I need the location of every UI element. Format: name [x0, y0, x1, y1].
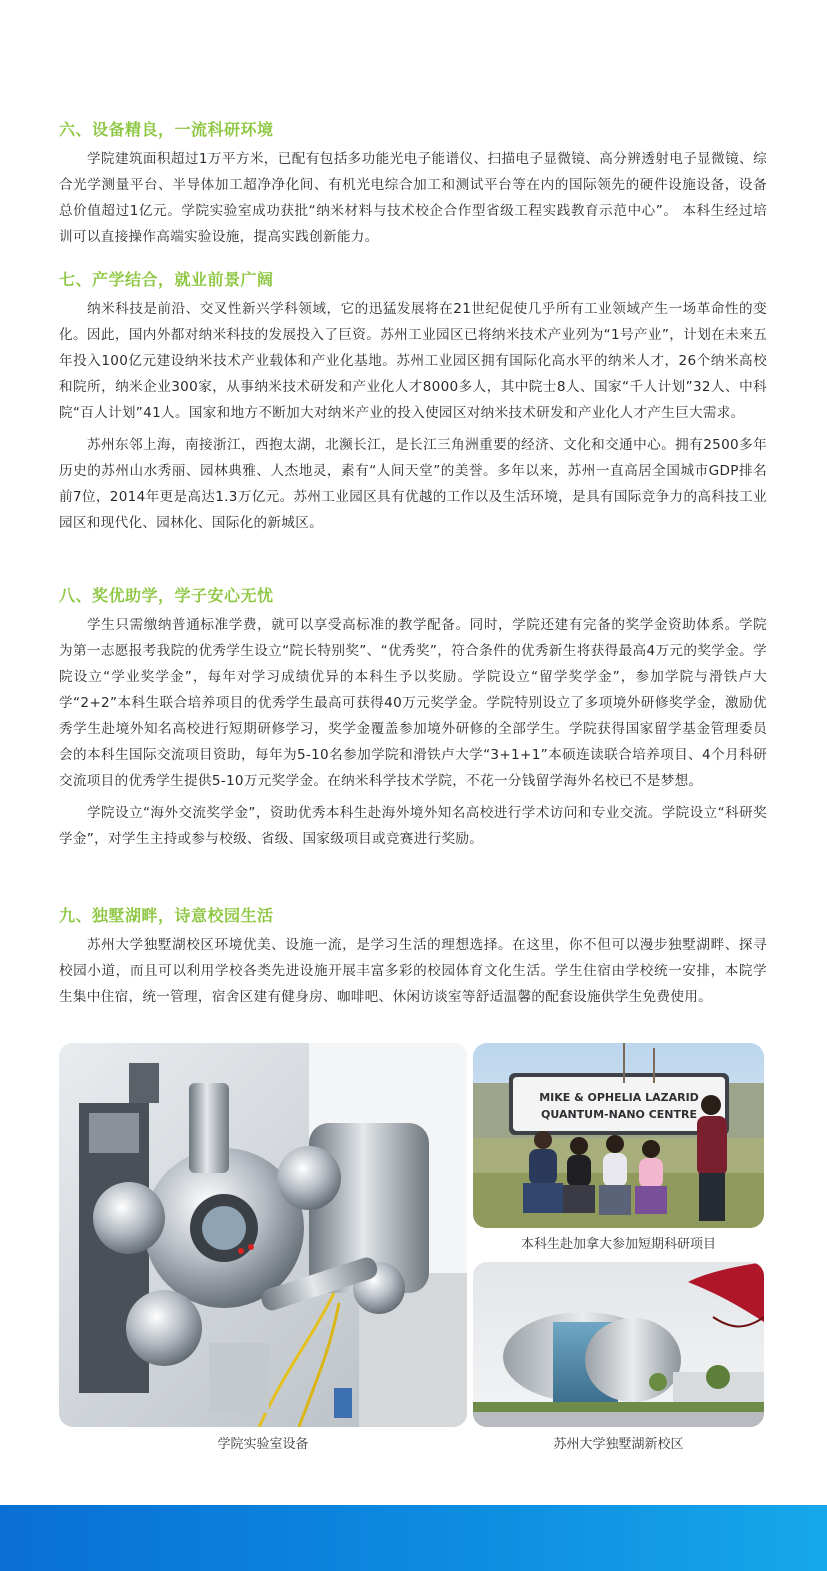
footer-bar	[0, 1505, 827, 1571]
section-heading: 六、设备精良，一流科研环境	[59, 120, 274, 139]
lab-photo-caption: 学院实验室设备	[217, 1437, 309, 1452]
sign-line-1: MIKE & OPHELIA LAZARID	[539, 1091, 699, 1104]
section-paragraph: 学院建筑面积超过1万平方米，已配有包括多功能光电子能谱仪、扫描电子显微镜、高分辨透射电子显微镜、综合光学测量平台、半导体加工超净净化间、有机光电综合加工和测试平台等在内的国际领先的硬件设施设备，设备总价值超过1亿元。学院实验室成功获批“纳米材料与技术校企合作型省级工程实践教育示范中心”。 本科生经过培训可以直接操作高端实验设施，提高实践创新能力。	[59, 151, 767, 245]
campus-illustration	[473, 1262, 764, 1427]
students-illustration	[473, 1043, 764, 1228]
lab-equipment-illustration	[59, 1043, 467, 1427]
sign-line-2: QUANTUM-NANO CENTRE	[541, 1108, 697, 1121]
section-heading: 七、产学结合，就业前景广阔	[59, 270, 274, 289]
section-paragraph: 学生只需缴纳普通标准学费，就可以享受高标准的教学配备。同时，学院还建有完备的奖学金资助体系。学院为第一志愿报考我院的优秀学生设立“院长特别奖”、“优秀奖”，符合条件的优秀新生将获得最高4万元的奖学金。学院设立“学业奖学金”，每年对学习成绩优异的本科生予以奖励。学院设立“留学奖学金”，参加学院与滑铁卢大学“2+2”本科生联合培养项目的优秀学生最高可获得40万元奖学金。学院特别设立了多项境外研修奖学金，激励优秀学生赴境外知名高校进行短期研修学习，奖学金覆盖参加境外研修的全部学生。学院获得国家留学基金管理委员会的本科生国际交流项目资助，每年为5-10名参加学院和滑铁卢大学“3+1+1”本硕连读联合培养项目、4个月科研交流项目的优秀学生提供5-10万元奖学金。在纳米科学技术学院，不花一分钱留学海外名校已不是梦想。	[59, 617, 767, 789]
section-paragraph: 学院设立“海外交流奖学金”，资助优秀本科生赴海外境外知名高校进行学术访问和专业交流。学院设立“科研奖学金”，对学生主持或参与校级、省级、国家级项目或竞赛进行奖励。	[59, 805, 767, 847]
lab-equipment-photo	[59, 1043, 467, 1427]
section-scholarship	[59, 584, 767, 858]
section-heading: 九、独墅湖畔，诗意校园生活	[59, 906, 274, 925]
section-industry	[59, 268, 767, 542]
section-paragraph: 苏州大学独墅湖校区环境优美、设施一流，是学习生活的理想选择。在这里，你不但可以漫步独墅湖畔、探寻校园小道，而且可以利用学校各类先进设施开展丰富多彩的校园体育文化生活。学生住宿由学校统一安排，本院学生集中住宿，统一管理，宿舍区建有健身房、咖啡吧、休闲访谈室等舒适温馨的配套设施供学生免费使用。	[59, 937, 767, 1005]
campus-photo	[473, 1262, 764, 1427]
campus-photo-caption: 苏州大学独墅湖新校区	[553, 1437, 684, 1452]
section-paragraph: 苏州东邻上海，南接浙江，西抱太湖，北濒长江，是长江三角洲重要的经济、文化和交通中心。拥有2500多年历史的苏州山水秀丽、园林典雅、人杰地灵，素有“人间天堂”的美誉。多年以来，苏州一直高居全国城市GDP排名前7位，2014年更是高达1.3万亿元。苏州工业园区具有优越的工作以及生活环境，是具有国际竞争力的高科技工业园区和现代化、园林化、国际化的新城区。	[59, 437, 767, 531]
section-campus-life	[59, 904, 767, 1016]
section-equipment	[59, 118, 767, 256]
section-heading: 八、奖优助学，学子安心无忧	[59, 586, 274, 605]
students-photo-caption: 本科生赴加拿大参加短期科研项目	[520, 1237, 716, 1252]
students-photo	[473, 1043, 764, 1228]
section-paragraph: 纳米科技是前沿、交叉性新兴学科领域，它的迅猛发展将在21世纪促使几乎所有工业领域产生一场革命性的变化。因此，国内外都对纳米科技的发展投入了巨资。苏州工业园区已将纳米技术产业列为“1号产业”，计划在未来五年投入100亿元建设纳米技术产业载体和产业化基地。苏州工业园区拥有国际化高水平的纳米人才，26个纳米高校和院所，纳米企业300家，从事纳米技术研发和产业化人才8000多人，其中院士8人、国家“千人计划”32人、中科院“百人计划”41人。国家和地方不断加大对纳米产业的投入使园区对纳米技术研发和产业化人才产生巨大需求。	[59, 301, 767, 421]
